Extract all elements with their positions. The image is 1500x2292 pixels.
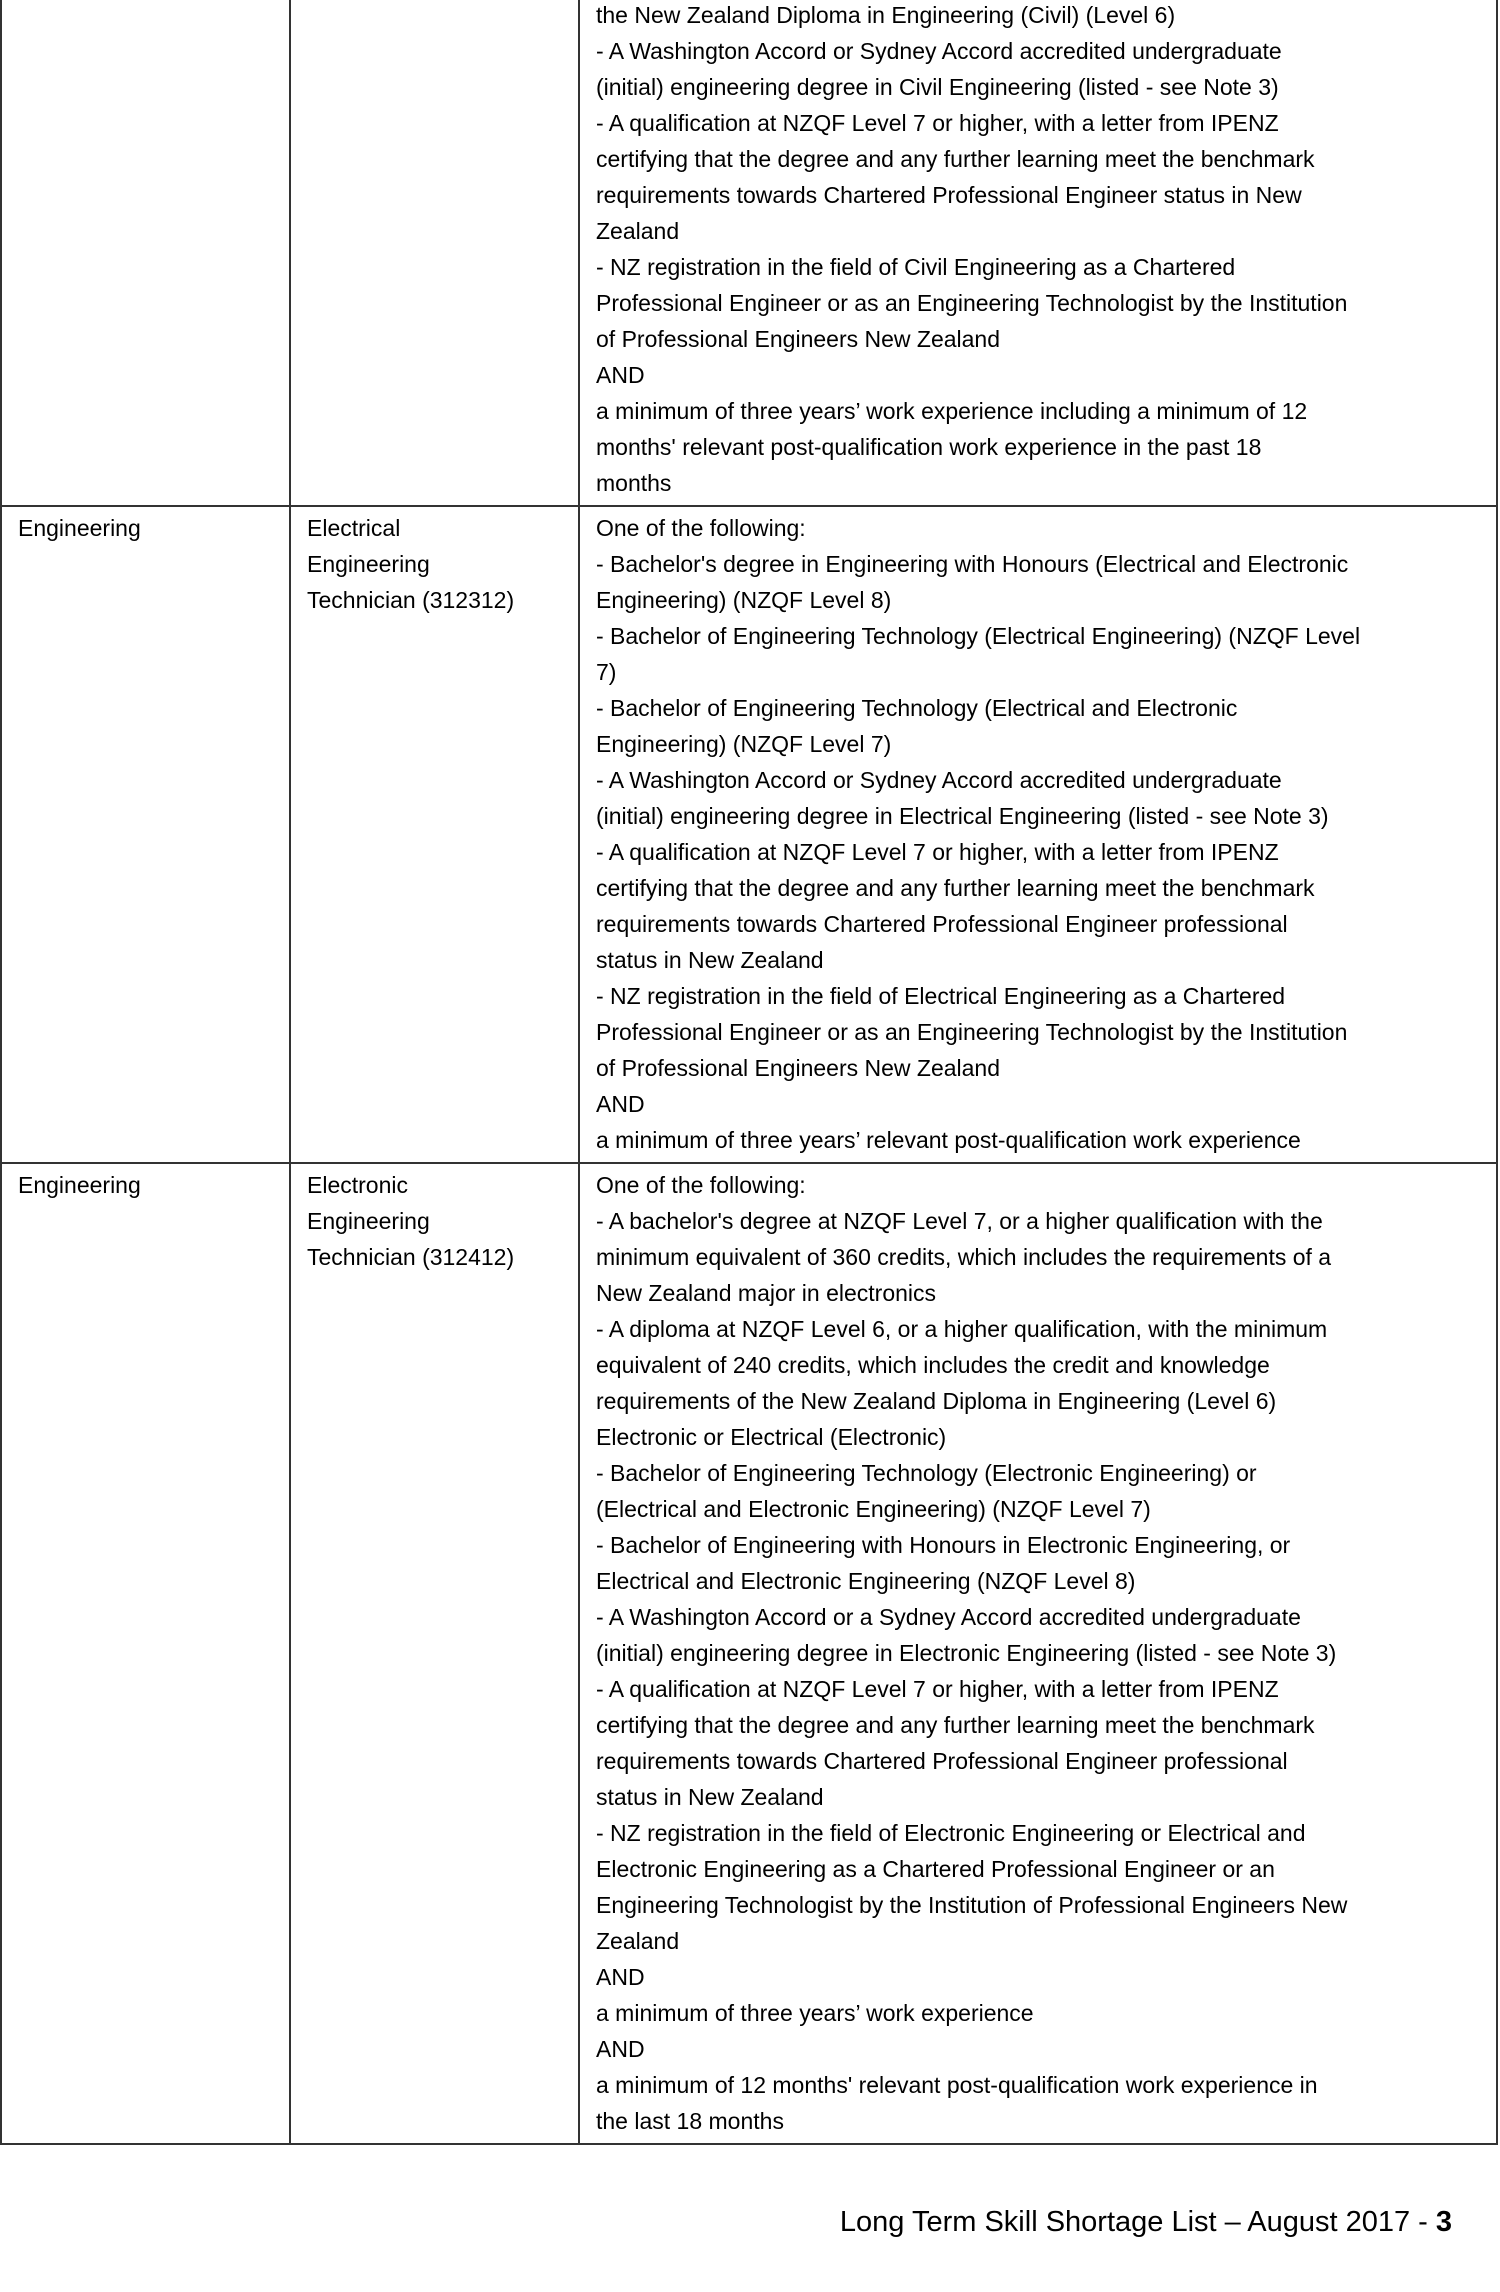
requirement-line: certifying that the degree and any further learning meet the benchmark <box>596 875 1315 901</box>
requirement-line: - A Washington Accord or Sydney Accord accredited undergraduate <box>596 38 1282 64</box>
occupation-line: Technician (312412) <box>307 1244 515 1270</box>
requirement-line: - NZ registration in the field of Civil Engineering as a Chartered <box>596 254 1236 280</box>
sector-cell <box>1 0 290 506</box>
requirement-line: certifying that the degree and any further learning meet the benchmark <box>596 146 1315 172</box>
table-row <box>1 1163 1497 2144</box>
requirement-line: Zealand <box>596 218 680 244</box>
requirement-line: months <box>596 470 672 496</box>
footer-title: Long Term Skill Shortage List – August 2017 - <box>839 2206 1436 2238</box>
requirement-line: Engineering) (NZQF Level 7) <box>596 731 892 757</box>
requirement-line: Engineering) (NZQF Level 8) <box>596 587 892 613</box>
requirement-line: requirements towards Chartered Professional Engineer professional <box>596 911 1288 937</box>
requirement-line: the last 18 months <box>596 2108 784 2134</box>
requirement-line: - Bachelor of Engineering Technology (Electrical and Electronic <box>596 695 1238 721</box>
requirement-line: - A Washington Accord or Sydney Accord accredited undergraduate <box>596 767 1282 793</box>
occupation-line: Electronic <box>307 1172 408 1198</box>
requirement-line: (initial) engineering degree in Civil Engineering (listed - see Note 3) <box>596 74 1279 100</box>
requirement-line: a minimum of three years’ relevant post-qualification work experience <box>596 1127 1301 1153</box>
requirements-cell <box>579 0 1497 506</box>
sector-cell <box>1 1163 290 2144</box>
requirement-line: One of the following: <box>596 515 806 541</box>
requirement-line: Electronic or Electrical (Electronic) <box>596 1424 947 1450</box>
requirement-line: - A qualification at NZQF Level 7 or higher, with a letter from IPENZ <box>596 839 1279 865</box>
requirement-line: (Electrical and Electronic Engineering) (NZQF Level 7) <box>596 1496 1151 1522</box>
requirement-line: minimum equivalent of 360 credits, which includes the requirements of a <box>596 1244 1332 1270</box>
requirement-line: New Zealand major in electronics <box>596 1280 937 1306</box>
page-number: 3 <box>1435 2206 1452 2238</box>
requirement-line: a minimum of three years’ work experience <box>596 2000 1034 2026</box>
requirement-line: (initial) engineering degree in Electrical Engineering (listed - see Note 3) <box>596 803 1329 829</box>
table-row <box>1 506 1497 1163</box>
sector-text: Engineering <box>18 1172 141 1198</box>
requirement-line: Electronic Engineering as a Chartered Professional Engineer or an <box>596 1856 1275 1882</box>
requirement-line: Electrical and Electronic Engineering (NZQF Level 8) <box>596 1568 1136 1594</box>
requirement-line: AND <box>596 2036 645 2062</box>
requirement-line: requirements towards Chartered Professional Engineer professional <box>596 1748 1288 1774</box>
requirement-line: 7) <box>596 659 617 685</box>
page-footer <box>840 2206 1452 2239</box>
occupation-cell <box>290 0 579 506</box>
occupation-line: Engineering <box>307 551 430 577</box>
requirement-line: requirements towards Chartered Professional Engineer status in New <box>596 182 1302 208</box>
requirement-line: - Bachelor of Engineering Technology (Electronic Engineering) or <box>596 1460 1257 1486</box>
occupation-line: Technician (312312) <box>307 587 515 613</box>
requirement-line: - Bachelor's degree in Engineering with Honours (Electrical and Electronic <box>596 551 1349 577</box>
requirement-line: - A bachelor's degree at NZQF Level 7, or a higher qualification with the <box>596 1208 1323 1234</box>
requirement-line: status in New Zealand <box>596 947 824 973</box>
requirement-line: months' relevant post-qualification work experience in the past 18 <box>596 434 1262 460</box>
requirement-line: - Bachelor of Engineering with Honours in Electronic Engineering, or <box>596 1532 1291 1558</box>
requirement-line: One of the following: <box>596 1172 806 1198</box>
requirement-line: - A qualification at NZQF Level 7 or higher, with a letter from IPENZ <box>596 110 1279 136</box>
requirement-line: AND <box>596 362 645 388</box>
requirement-line: AND <box>596 1091 645 1117</box>
requirement-line: - A diploma at NZQF Level 6, or a higher qualification, with the minimum <box>596 1316 1328 1342</box>
requirement-line: equivalent of 240 credits, which includes the credit and knowledge <box>596 1352 1270 1378</box>
occupation-cell <box>290 506 579 1163</box>
requirement-line: the New Zealand Diploma in Engineering (Civil) (Level 6) <box>596 2 1176 28</box>
requirement-line: - A qualification at NZQF Level 7 or higher, with a letter from IPENZ <box>596 1676 1279 1702</box>
requirement-line: - Bachelor of Engineering Technology (Electrical Engineering) (NZQF Level <box>596 623 1361 649</box>
occupation-line: Electrical <box>307 515 401 541</box>
requirement-line: a minimum of three years’ work experience including a minimum of 12 <box>596 398 1308 424</box>
requirement-line: - NZ registration in the field of Electronic Engineering or Electrical and <box>596 1820 1306 1846</box>
requirement-line: Professional Engineer or as an Engineering Technologist by the Institution <box>596 290 1348 316</box>
table-row <box>1 0 1497 506</box>
requirement-line: of Professional Engineers New Zealand <box>596 1055 1001 1081</box>
requirement-line: - A Washington Accord or a Sydney Accord accredited undergraduate <box>596 1604 1301 1630</box>
requirement-line: - NZ registration in the field of Electrical Engineering as a Chartered <box>596 983 1286 1009</box>
requirement-line: Engineering Technologist by the Institution of Professional Engineers New <box>596 1892 1348 1918</box>
requirement-line: AND <box>596 1964 645 1990</box>
sector-cell <box>1 506 290 1163</box>
requirement-line: certifying that the degree and any further learning meet the benchmark <box>596 1712 1315 1738</box>
requirement-line: Professional Engineer or as an Engineering Technologist by the Institution <box>596 1019 1348 1045</box>
requirements-cell <box>579 506 1497 1163</box>
requirements-cell <box>579 1163 1497 2144</box>
requirement-line: a minimum of 12 months' relevant post-qualification work experience in <box>596 2072 1318 2098</box>
requirement-line: Zealand <box>596 1928 680 1954</box>
requirement-line: status in New Zealand <box>596 1784 824 1810</box>
sector-text: Engineering <box>18 515 141 541</box>
requirement-line: (initial) engineering degree in Electronic Engineering (listed - see Note 3) <box>596 1640 1337 1666</box>
occupation-line: Engineering <box>307 1208 430 1234</box>
requirement-line: requirements of the New Zealand Diploma in Engineering (Level 6) <box>596 1388 1277 1414</box>
requirement-line: of Professional Engineers New Zealand <box>596 326 1001 352</box>
occupation-cell <box>290 1163 579 2144</box>
